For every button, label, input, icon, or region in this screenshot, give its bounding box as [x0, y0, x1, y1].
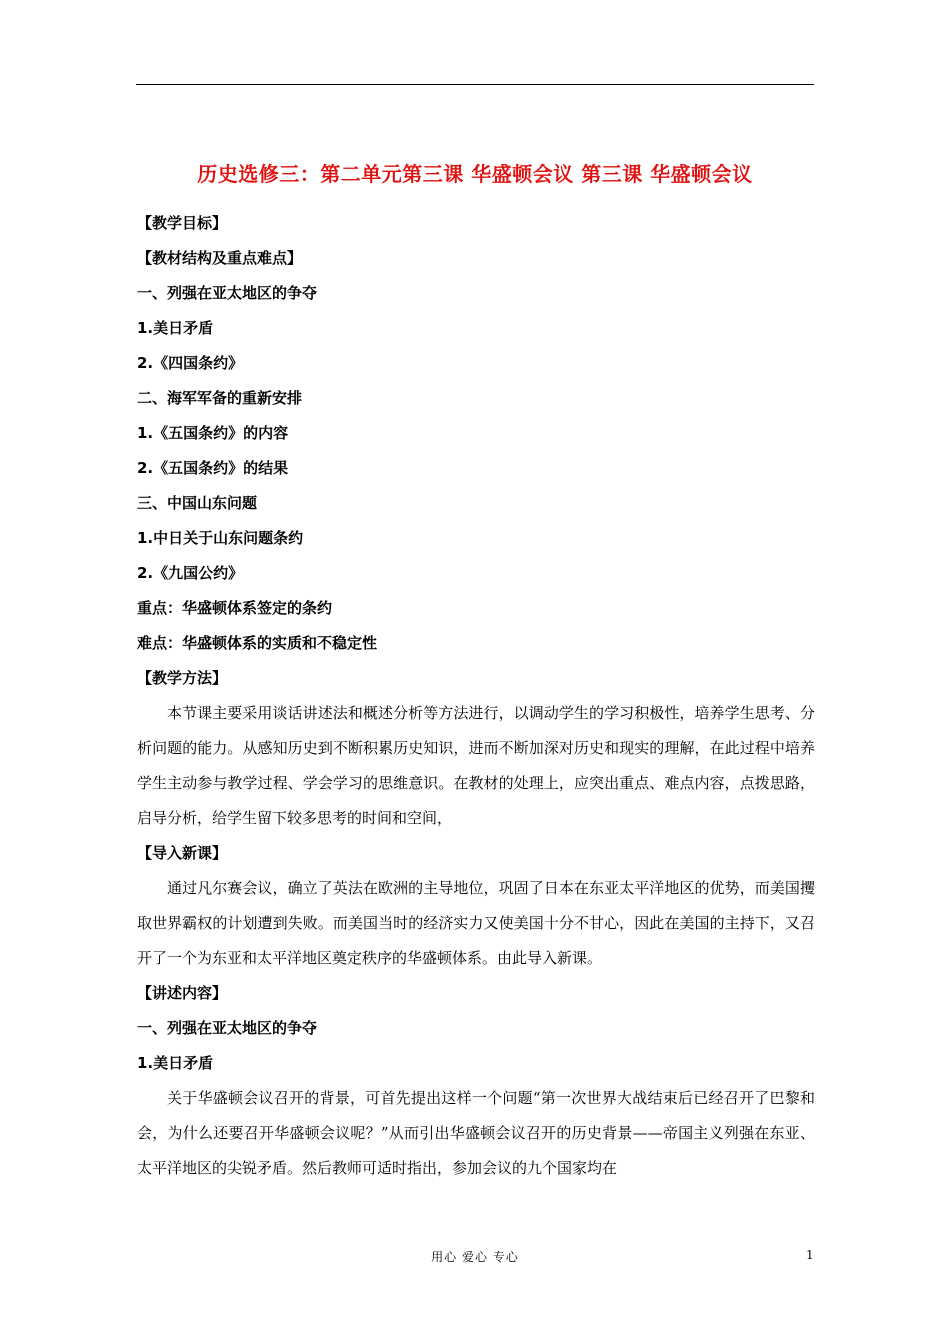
outline-item-3-1: 1.中日关于山东问题条约 — [137, 529, 304, 547]
paragraph-background: 关于华盛顿会议召开的背景，可首先提出这样一个问题“第一次世界大战结束后已经召开了巴黎和会，为什么还要召开华盛顿会议呢？”从而引出华盛顿会议召开的历史背景——帝国主义列强在东亚、太平洋地区的尖锐矛盾。然后教师可适时指出，参加会议的九个国家均在 — [137, 1089, 815, 1177]
content-item-1-1: 1.美日矛盾 — [137, 1054, 214, 1072]
outline-item-2-2: 2.《五国条约》的结果 — [137, 459, 289, 477]
heading-structure: 【教材结构及重点难点】 — [137, 249, 303, 267]
document-body — [137, 206, 815, 1186]
header-rule — [136, 84, 814, 85]
outline-item-3-2: 2.《九国公约》 — [137, 564, 244, 582]
outline-item-1-2: 2.《四国条约》 — [137, 354, 244, 372]
document-title: 历史选修三：第二单元第三课 华盛顿会议 第三课 华盛顿会议 — [197, 162, 753, 186]
paragraph-intro: 通过凡尔赛会议，确立了英法在欧洲的主导地位，巩固了日本在东亚太平洋地区的优势，而美国攫取世界霸权的计划遭到失败。而美国当时的经济实力又使美国十分不甘心，因此在美国的主持下，又召开了一个为东亚和太平洋地区奠定秩序的华盛顿体系。由此导入新课。 — [137, 879, 815, 967]
content-section-1: 一、列强在亚太地区的争夺 — [137, 1019, 318, 1037]
outline-section-2: 二、海军军备的重新安排 — [137, 389, 303, 407]
outline-item-1-1: 1.美日矛盾 — [137, 319, 214, 337]
paragraph-method: 本节课主要采用谈话讲述法和概述分析等方法进行，以调动学生的学习积极性，培养学生思考、分析问题的能力。从感知历史到不断积累历史知识，进而不断加深对历史和现实的理解，在此过程中培养学生主动参与教学过程、学会学习的思维意识。在教材的处理上，应突出重点、难点内容，点拨思路，启导分析，给学生留下较多思考的时间和空间， — [137, 704, 815, 827]
outline-section-1: 一、列强在亚太地区的争夺 — [137, 284, 318, 302]
footer-slogan: 用心 爱心 专心 — [431, 1250, 519, 1264]
heading-content: 【讲述内容】 — [137, 984, 228, 1002]
heading-method: 【教学方法】 — [137, 669, 228, 687]
difficult-point: 难点：华盛顿体系的实质和不稳定性 — [137, 634, 378, 652]
outline-section-3: 三、中国山东问题 — [137, 494, 258, 512]
outline-item-2-1: 1.《五国条约》的内容 — [137, 424, 289, 442]
page-number: 1 — [806, 1248, 814, 1262]
key-point: 重点：华盛顿体系签定的条约 — [137, 599, 333, 617]
heading-intro: 【导入新课】 — [137, 844, 228, 862]
heading-teaching-goal: 【教学目标】 — [137, 214, 228, 232]
